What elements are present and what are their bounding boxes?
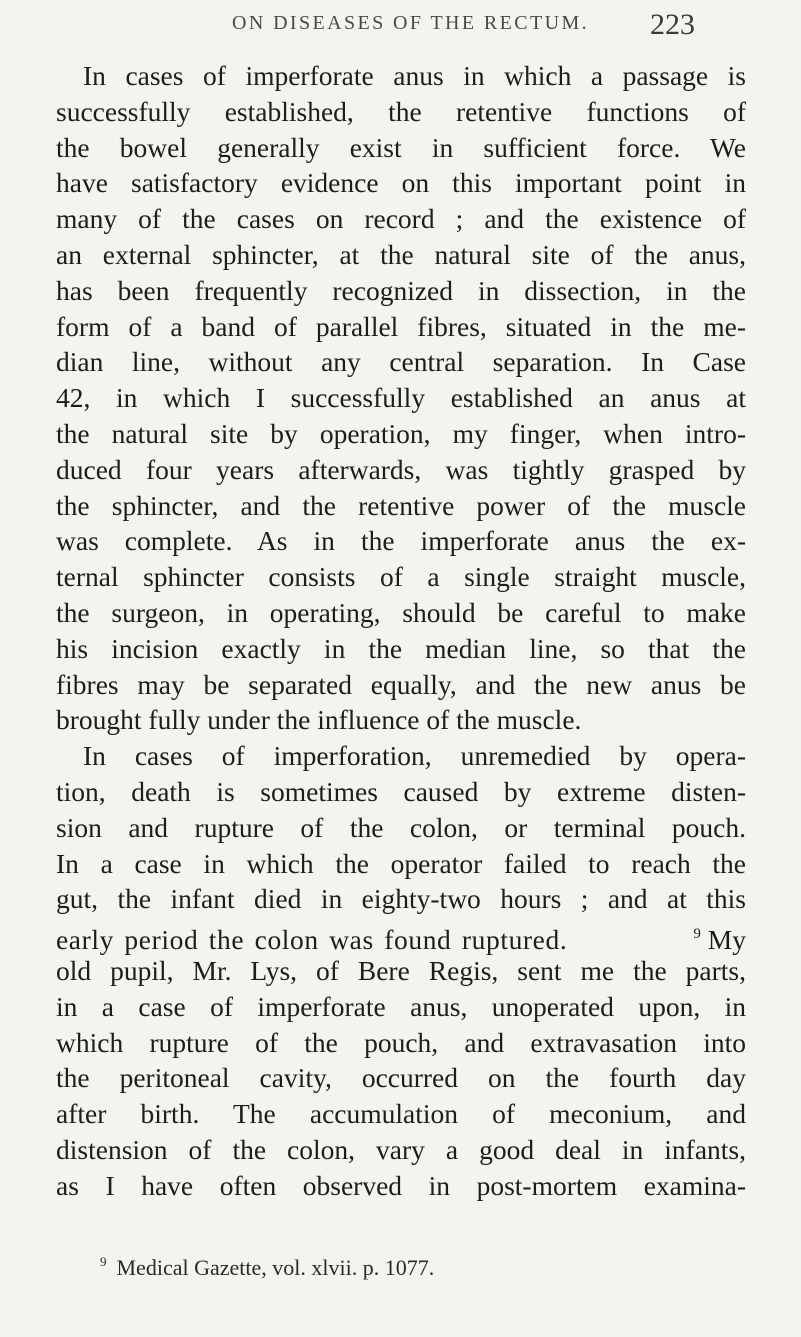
- text-line: in a case of imperforate anus, unoperated upon, in: [56, 990, 746, 1022]
- text-line: 42, in which I successfully established an anus at: [56, 382, 746, 414]
- text-line: which rupture of the pouch, and extravasation into: [56, 1026, 746, 1058]
- text-line: ternal sphincter consists of a single straight muscle,: [56, 561, 746, 593]
- text-line: have satisfactory evidence on this important point in: [56, 167, 746, 199]
- text-line: brought fully under the influence of the muscle.: [56, 704, 582, 736]
- text-line: sion and rupture of the colon, or terminal pouch.: [56, 811, 746, 843]
- footnote-ref[interactable]: 9: [693, 926, 701, 943]
- body-text: [56, 58, 746, 1204]
- text-line: gut, the infant died in eighty-two hours ; and at this: [56, 883, 746, 915]
- running-title: ON DISEASES OF THE RECTUM.: [232, 12, 590, 34]
- text-line: form of a band of parallel fibres, situated in the me-: [56, 310, 746, 342]
- text-line: distension of the colon, vary a good deal in infants,: [56, 1133, 746, 1165]
- text-line: In cases of imperforation, unremedied by opera-: [83, 740, 746, 772]
- text-line: In cases of imperforate anus in which a passage is: [83, 60, 746, 91]
- text-line: In a case in which the operator failed to reach the: [56, 847, 746, 879]
- running-head: [0, 8, 801, 42]
- footnote-text: Medical Gazette, vol. xlvii. p. 1077.: [116, 1255, 435, 1280]
- text-line: the peritoneal cavity, occurred on the fourth day: [56, 1062, 746, 1094]
- text-line: many of the cases on record ; and the existence of: [56, 203, 746, 235]
- text-line: old pupil, Mr. Lys, of Bere Regis, sent me the parts,: [56, 954, 746, 986]
- text-line: the natural site by operation, my finger, when intro-: [56, 417, 746, 449]
- text-line: an external sphincter, at the natural site of the anus,: [56, 238, 746, 270]
- text-line: dian line, without any central separation. In Case: [56, 346, 746, 378]
- text-line: fibres may be separated equally, and the new anus be: [56, 668, 746, 700]
- text-line: the surgeon, in operating, should be careful to make: [56, 596, 746, 628]
- text-line: tion, death is sometimes caused by extreme disten-: [56, 775, 746, 807]
- text-segment: My: [700, 924, 746, 956]
- text-line: the sphincter, and the retentive power of the muscle: [56, 489, 746, 521]
- text-segment: early period the colon was found ruptured.: [56, 924, 568, 956]
- footnote-ref-group: [693, 917, 746, 958]
- text-line: as I have often observed in post-mortem examina-: [56, 1169, 746, 1201]
- text-line-with-footnote-ref: [56, 917, 746, 956]
- text-line: was complete. As in the imperforate anus the ex-: [56, 525, 746, 557]
- text-line: duced four years afterwards, was tightly grasped by: [56, 453, 746, 485]
- text-line: the bowel generally exist in sufficient force. We: [56, 131, 746, 163]
- text-line: after birth. The accumulation of meconium, and: [56, 1098, 746, 1130]
- footnote-marker: 9: [100, 1254, 107, 1269]
- page-number: 223: [650, 8, 695, 41]
- text-line: his incision exactly in the median line, so that the: [56, 632, 746, 664]
- text-line: successfully established, the retentive functions of: [56, 95, 746, 127]
- footnote: [100, 1254, 434, 1281]
- text-line: has been frequently recognized in dissection, in the: [56, 274, 746, 306]
